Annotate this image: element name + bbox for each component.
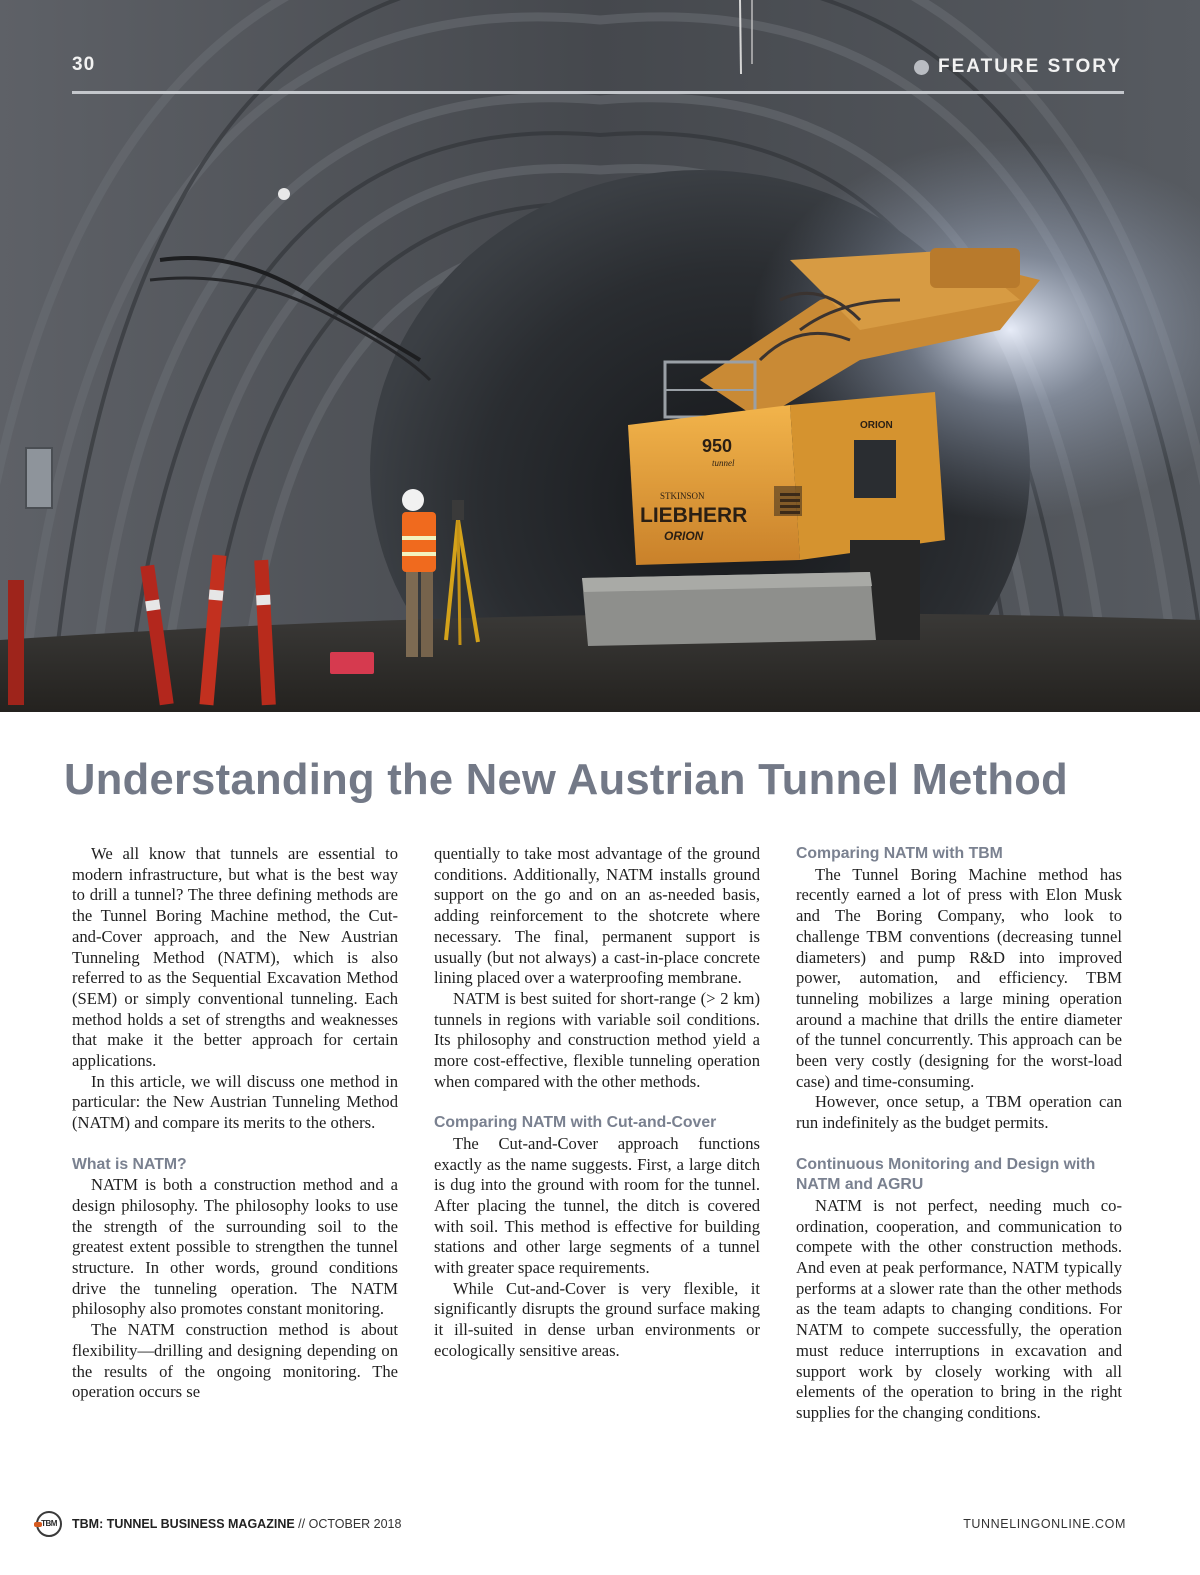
page-number: 30 xyxy=(72,54,96,75)
paragraph: However, once setup, a TBM operation can run indefinitely as the budget permits. xyxy=(796,1092,1122,1133)
svg-text:tunnel: tunnel xyxy=(712,458,735,468)
svg-text:ORION: ORION xyxy=(860,420,893,431)
footer-website: TUNNELINGONLINE.COM xyxy=(963,1517,1126,1531)
paragraph: NATM is both a construction method and a design philosophy. The philosophy looks to use the strength of the surrounding soil to the greatest extent possible to strengthen the tunnel structure. In other words, ground conditions drive the tunneling operation. The NATM philosophy also promotes constant monitoring. xyxy=(72,1175,398,1319)
footer-separator: // xyxy=(294,1517,309,1531)
article-title: Understanding the New Austrian Tunnel Method xyxy=(64,756,1069,804)
bullet-dot-icon xyxy=(914,60,929,75)
paragraph: NATM is best suited for short-range (> 2 km) tunnels in regions with variable soil conditions. Its philosophy and construction method yield a more cost-effective, flexible tunneling operation when compared with the other methods. xyxy=(434,988,760,1091)
svg-text:LIEBHERR: LIEBHERR xyxy=(640,504,748,527)
subheading: Comparing NATM with TBM xyxy=(796,845,1003,862)
article-column-2 xyxy=(434,844,760,1362)
page-footer xyxy=(36,1511,1126,1541)
paragraph: While Cut-and-Cover is very flexible, it significantly disrupts the ground surface making it ill-suited in dense urban environments or ecologically sensitive areas. xyxy=(434,1278,760,1360)
subheading: Continuous Monitoring and Design with NATM and AGRU xyxy=(796,1155,1096,1194)
header-rule xyxy=(72,91,1124,94)
publication-name: TBM: TUNNEL BUSINESS MAGAZINE xyxy=(72,1517,295,1531)
svg-text:950: 950 xyxy=(702,436,733,456)
subheading: What is NATM? xyxy=(72,1155,187,1173)
tbm-logo-icon: TBM xyxy=(36,1511,62,1537)
paragraph: The NATM construction method is about flexibility—drilling and designing depending on the results of the ongoing monitoring. The operation occurs se xyxy=(72,1320,398,1402)
subheading: Comparing NATM with Cut-and-Cover xyxy=(434,1114,717,1132)
article-column-3 xyxy=(796,844,1122,1424)
svg-text:STKINSON: STKINSON xyxy=(660,491,705,501)
section-tag-label: FEATURE STORY xyxy=(938,56,1122,77)
footer-publication xyxy=(72,1517,401,1531)
paragraph: We all know that tunnels are essential to modern infrastructure, but what is the best way to drill a tunnel? The three defining methods are the Tunnel Boring Machine method, the Cut-and-Cover approach, and the New Austrian Tunneling Method (NATM), which is also referred to as the Sequential Excavation Method (SEM) or simply conventional tunneling. Each method holds a set of strengths and weaknesses that make it the better approach for certain applications. xyxy=(72,844,398,1071)
section-tag xyxy=(914,56,1122,78)
svg-text:ORION: ORION xyxy=(664,529,704,543)
paragraph: The Cut-and-Cover approach functions exactly as the name suggests. First, a large ditch is dug into the ground with room for the tunnel. After placing the tunnel, the ditch is covered with soil. This method is effective for building stations and other large segments of a tunnel with greater space requirements. xyxy=(434,1133,760,1278)
paragraph: In this article, we will discuss one method in particular: the New Austrian Tunneling Method (NATM) and compare its merits to the others. xyxy=(72,1071,398,1133)
article-column-1 xyxy=(72,844,398,1403)
issue-date: OCTOBER 2018 xyxy=(308,1517,402,1531)
hero-photo xyxy=(0,0,1200,712)
paragraph: NATM is not perfect, needing much coordination, cooperation, and communication to compete with the other construction methods. And even at peak performance, NATM typically performs at a slower rate than the other methods as the team adapts to changing conditions. For NATM to compete successfully, the operation must reduce interruptions in excavation and support work by closely working with all elements of the operation to bring in the right supplies for the changing conditions. xyxy=(796,1195,1122,1422)
tunnel-machine xyxy=(582,392,945,646)
tunnel-illustration xyxy=(0,0,1200,712)
paragraph: The Tunnel Boring Machine method has recently earned a lot of press with Elon Musk and The Boring Company, who look to challenge TBM conventions (decreasing tunnel diameters) and pump R&D into improved power, automation, and efficiency. TBM tunneling mobilizes a large mining operation around a machine that drills the entire diameter of the tunnel concurrently. This approach can be been very costly (designing for the worst-load case) and time-consuming. xyxy=(796,864,1122,1091)
paragraph: quentially to take most advantage of the ground conditions. Additionally, NATM installs ground support on the go and on an as-needed basis, adding reinforcement to the shotcrete where necessary. The final, permanent support is usually (but not always) a cast-in-place concrete lining placed over a waterproofing membrane. xyxy=(434,844,760,988)
